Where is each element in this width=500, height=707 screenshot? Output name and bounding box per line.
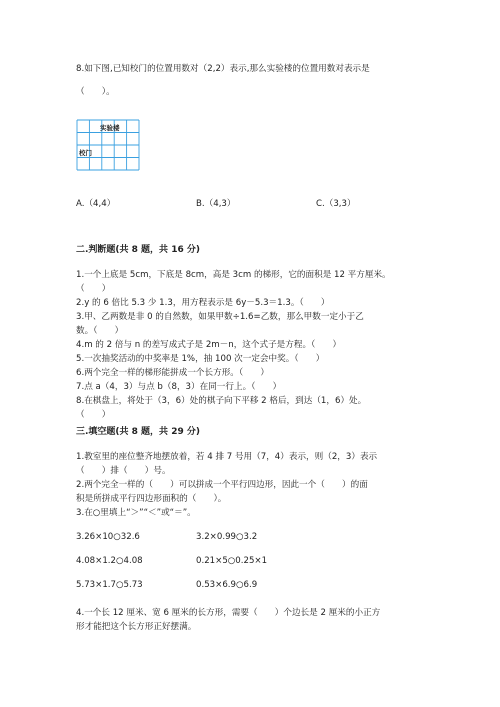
q8-option-a: A.（4,4） [76, 199, 116, 209]
s3-line: 2.两个完全一样的（ ）可以拼成一个平行四边形，因此一个（ ）的面 [76, 480, 368, 490]
q8-text-line1: 8.如下图,已知校门的位置用数对（2,2）表示,那么实验楼的位置用数对表示是 [76, 64, 370, 74]
s2-line: 8.在棋盘上，将处于（3，6）处的棋子向下平移 2 格后，到达（1，6）处。 [76, 396, 367, 406]
s2-line: 3.甲、乙两数是非 0 的自然数，如果甲数÷1.6=乙数，那么甲数一定小于乙 [76, 312, 364, 322]
grid-label-lab: 实验楼 [100, 124, 120, 132]
s2-line: （ ） [76, 410, 111, 420]
s2-line: （ ） [76, 284, 111, 294]
s2-line: 数。（ ） [76, 326, 124, 336]
s3-line: 积是所拼成平行四边形面积的（ ）。 [76, 494, 227, 504]
compare-item: 0.53×6.9○6.9 [196, 580, 258, 590]
section3-title: 三.填空题(共 8 题，共 29 分) [76, 427, 200, 437]
s3-q4-line: 形才能把这个长方形正好摆满。 [76, 622, 197, 632]
compare-item: 3.2×0.99○3.2 [196, 532, 258, 542]
q8-option-c: C.（3,3） [316, 199, 356, 209]
s2-line: 7.点 a（4，3）与点 b（8，3）在同一行上。（ ） [76, 382, 282, 392]
s2-line: 5.一次抽奖活动的中奖率是 1%，抽 100 次一定会中奖。（ ） [76, 354, 325, 364]
grid-label-gate: 校门 [79, 149, 92, 157]
s2-line: 6.两个完全一样的梯形能拼成一个长方形。（ ） [76, 368, 269, 378]
s2-line: 4.m 的 2 倍与 n 的差写成式子是 2m－n，这个式子是方程。（ ） [76, 340, 342, 350]
s3-line: 1.教室里的座位整齐地摆放着，若 4 排 7 号用（7，4）表示，则（2，3）表示 [76, 452, 378, 462]
s3-q4-line: 4.一个长 12 厘米、宽 6 厘米的长方形，需要（ ）个边长是 2 厘米的小正方 [76, 608, 381, 618]
compare-item: 5.73×1.7○5.73 [76, 580, 143, 590]
coordinate-grid [76, 119, 140, 171]
q8-option-b: B.（4,3） [196, 199, 236, 209]
compare-item: 3.26×10○32.6 [76, 532, 140, 542]
s3-line: （ ）排（ ）号。 [76, 466, 171, 476]
compare-item: 0.21×5○0.25×1 [196, 556, 268, 566]
s2-line: 1.一个上底是 5cm，下底是 8cm，高是 3cm 的梯形，它的面积是 12 平方厘米。 [76, 270, 391, 280]
q8-text-line2: （ ）。 [76, 87, 115, 97]
s3-line: 3.在○里填上“＞”“＜”或“＝”。 [76, 508, 196, 518]
section2-title: 二.判断题(共 8 题，共 16 分) [76, 245, 200, 255]
s2-line: 2.y 的 6 倍比 5.3 少 1.3，用方程表示是 6y－5.3＝1.3。（ ） [76, 298, 330, 308]
compare-item: 4.08×1.2○4.08 [76, 556, 143, 566]
